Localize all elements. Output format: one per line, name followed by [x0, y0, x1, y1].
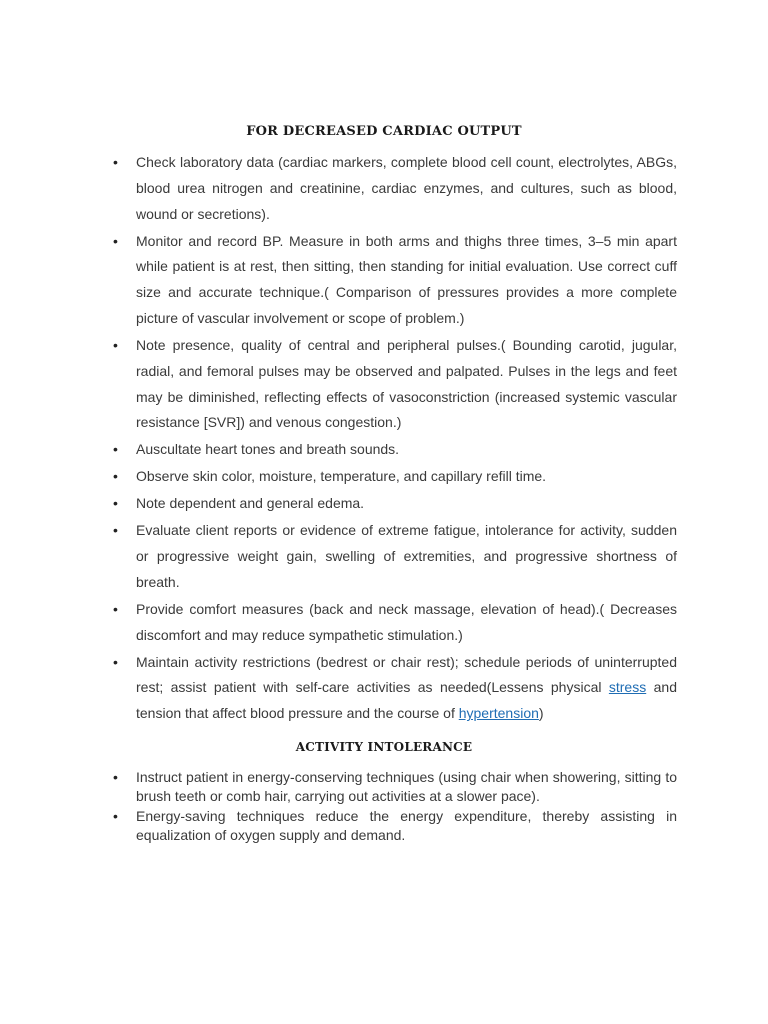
list-item: [0, 491, 677, 517]
bullet-icon: •: [113, 600, 118, 617]
list-item: [0, 518, 677, 595]
bullet-icon: •: [113, 653, 118, 670]
section-title-activity-intolerance: ACTIVITY INTOLERANCE: [295, 740, 473, 754]
list-item-text: Auscultate heart tones and breath sounds.: [136, 441, 400, 458]
list-item-text: Evaluate client reports or evidence of extreme fatigue, intolerance for activity, sudden or progressive weight gain, swelling of extremities, and progressive shortness of breath.: [136, 522, 677, 590]
list-item: [0, 464, 677, 490]
bullet-icon: •: [113, 522, 118, 539]
list-item: [0, 150, 677, 227]
stress-link[interactable]: stress: [608, 679, 647, 696]
bullet-icon: •: [113, 336, 118, 353]
list-item-text: Maintain activity restrictions (bedrest or chair rest); schedule periods of uninterrupted rest; assist patient with self-care activities as needed(Lessens physical: [136, 653, 677, 696]
list-item: [0, 768, 677, 806]
bullet-icon: •: [113, 154, 118, 170]
list-item-text: Note dependent and general edema.: [136, 495, 365, 512]
list-item-text: Observe skin color, moisture, temperature, and capillary refill time.: [136, 468, 547, 485]
hypertension-link[interactable]: hypertension: [458, 705, 539, 722]
bullet-icon: •: [113, 495, 118, 512]
bullet-icon: •: [113, 808, 118, 824]
bullet-icon: •: [113, 441, 118, 458]
list-item-text: Monitor and record BP. Measure in both arms and thighs three times, 3–5 min apart while patient is at rest, then sitting, then standing for initial evaluation. Use correct cuff size and accurate technique.( Comparison of pressures provides a more complete picture of vascular involvement or scope of problem.): [136, 232, 677, 326]
list-item-text: ): [538, 705, 544, 722]
list-item: [0, 807, 677, 845]
activity-intolerance-list: [0, 768, 768, 846]
bullet-icon: •: [113, 468, 118, 485]
list-item-text: Energy-saving techniques reduce the energy expenditure, thereby assisting in equalization of oxygen supply and demand.: [136, 808, 677, 843]
list-item-text: Note presence, quality of central and peripheral pulses.( Bounding carotid, jugular, radial, and femoral pulses may be observed and palpated. Pulses in the legs and feet may be diminished, reflecting effects of vasoconstriction (increased systemic vascular resistance [SVR]) and venous congestion.): [136, 336, 677, 431]
list-item-text: Check laboratory data (cardiac markers, complete blood cell count, electrolytes, ABGs, blood urea nitrogen and creatinine, cardiac enzymes, and cultures, such as blood, wound or secretions).: [136, 154, 677, 222]
list-item-text: Provide comfort measures (back and neck massage, elevation of head).( Decreases discomfort and may reduce sympathetic stimulation.): [136, 600, 677, 643]
list-item-text: Instruct patient in energy-conserving techniques (using chair when showering, sitting to brush teeth or comb hair, carrying out activities at a slower pace).: [136, 769, 677, 804]
list-item: [0, 437, 677, 463]
section-title-cardiac-output: FOR DECREASED CARDIAC OUTPUT: [246, 124, 522, 139]
list-item-text: and tension that affect blood pressure and the course of: [136, 679, 677, 722]
list-item: [0, 333, 677, 436]
bullet-icon: •: [113, 769, 118, 785]
list-item: [0, 229, 677, 332]
cardiac-output-list: [0, 150, 768, 728]
list-item: [0, 597, 677, 649]
bullet-icon: •: [113, 232, 118, 249]
list-item: [0, 650, 677, 727]
